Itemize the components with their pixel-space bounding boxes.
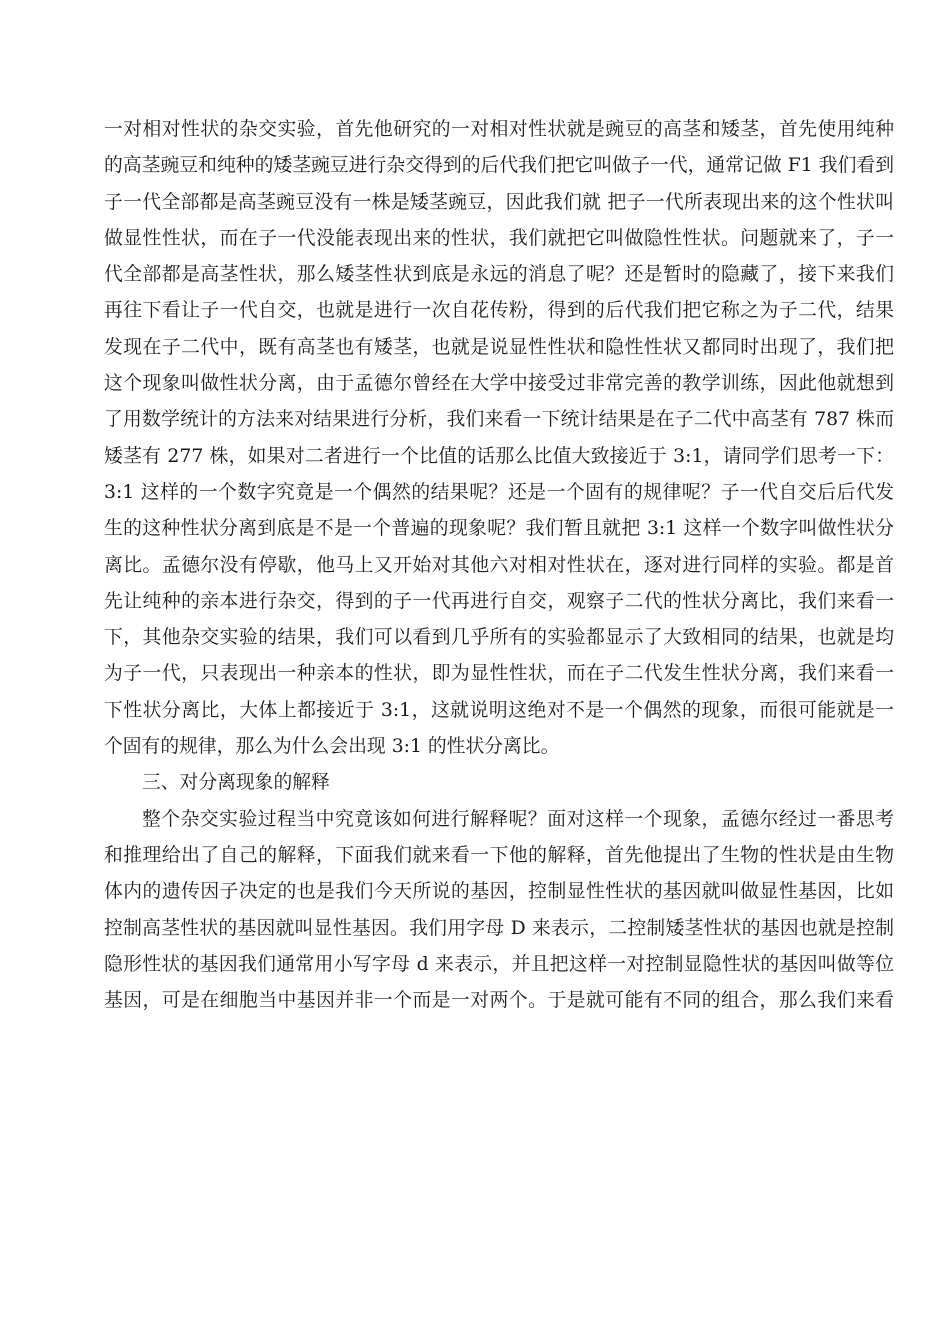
text-line: 矮茎有 277 株，如果对二者进行一个比值的话那么比值大致接近于 3:1，请同学们思考一下：	[104, 445, 894, 467]
text-line: 发现在子二代中，既有高茎也有矮茎，也就是说显性性状和隐性性状又都同时出现了，我们把	[104, 336, 894, 358]
text-line: 体内的遗传因子决定的也是我们今天所说的基因，控制显性性状的基因就叫做显性基因，比如	[104, 881, 894, 903]
text-line: 基因，可是在细胞当中基因并非一个而是一对两个。于是就可能有不同的组合，那么我们来看	[104, 990, 894, 1012]
text-line: 子一代全部都是高茎豌豆没有一株是矮茎豌豆，因此我们就 把子一代所表现出来的这个性状叫	[104, 191, 894, 213]
text-line: 离比。孟德尔没有停歇，他马上又开始对其他六对相对性状在，逐对进行同样的实验。都是首	[104, 554, 894, 576]
text-line: 做显性性状，而在子一代没能表现出来的性状，我们就把它叫做隐性性状。问题就来了，子一	[104, 227, 894, 249]
text-line: 这个现象叫做性状分离，由于孟德尔曾经在大学中接受过非常完善的教学训练，因此他就想到	[104, 373, 894, 395]
text-line: 控制高茎性状的基因就叫显性基因。我们用字母 D 来表示，二控制矮茎性状的基因也就是控制	[104, 917, 894, 939]
text-line: 和推理给出了自己的解释，下面我们就来看一下他的解释，首先他提出了生物的性状是由生物	[104, 844, 894, 866]
paragraph-2	[104, 802, 894, 1020]
text-line: 先让纯种的亲本进行杂交，得到的子一代再进行自交，观察子二代的性状分离比，我们来看一	[104, 590, 894, 612]
text-line: 3:1 这样的一个数字究竟是一个偶然的结果呢？还是一个固有的规律呢？子一代自交后后代发	[104, 481, 894, 503]
text-line: 下，其他杂交实验的结果，我们可以看到几乎所有的实验都显示了大致相同的结果，也就是均	[104, 627, 894, 649]
text-line: 下性状分离比，大体上都接近于 3:1，这就说明这绝对不是一个偶然的现象，而很可能就是一	[104, 699, 894, 721]
text-line: 的高茎豌豆和纯种的矮茎豌豆进行杂交得到的后代我们把它叫做子一代，通常记做 F1 我们看到	[104, 155, 894, 177]
text-line: 隐形性状的基因我们通常用小写字母 d 来表示，并且把这样一对控制显隐性状的基因叫做等位	[104, 953, 894, 975]
section-heading: 三、对分离现象的解释	[142, 772, 330, 794]
text-line: 一对相对性状的杂交实验，首先他研究的一对相对性状就是豌豆的高茎和矮茎，首先使用纯种	[104, 119, 894, 140]
text-line: 再往下看让子一代自交，也就是进行一次自花传粉，得到的后代我们把它称之为子二代，结果	[104, 300, 894, 322]
document-body	[104, 112, 894, 1019]
text-line: 代全部都是高茎性状，那么矮茎性状到底是永远的消息了呢？还是暂时的隐藏了，接下来我们	[104, 264, 894, 286]
text-line: 个固有的规律，那么为什么会出现 3:1 的性状分离比。	[104, 736, 560, 758]
text-line: 生的这种性状分离到底是不是一个普遍的现象呢？我们暂且就把 3:1 这样一个数字叫做性状分	[104, 518, 894, 540]
text-line: 为子一代，只表现出一种亲本的性状，即为显性性状，而在子二代发生性状分离，我们来看一	[104, 663, 894, 685]
paragraph-1	[104, 112, 894, 765]
text-line: 整个杂交实验过程当中究竟该如何进行解释呢？面对这样一个现象，孟德尔经过一番思考	[142, 808, 894, 830]
text-line: 了用数学统计的方法来对结果进行分析，我们来看一下统计结果是在子二代中高茎有 787 株而	[104, 409, 894, 431]
